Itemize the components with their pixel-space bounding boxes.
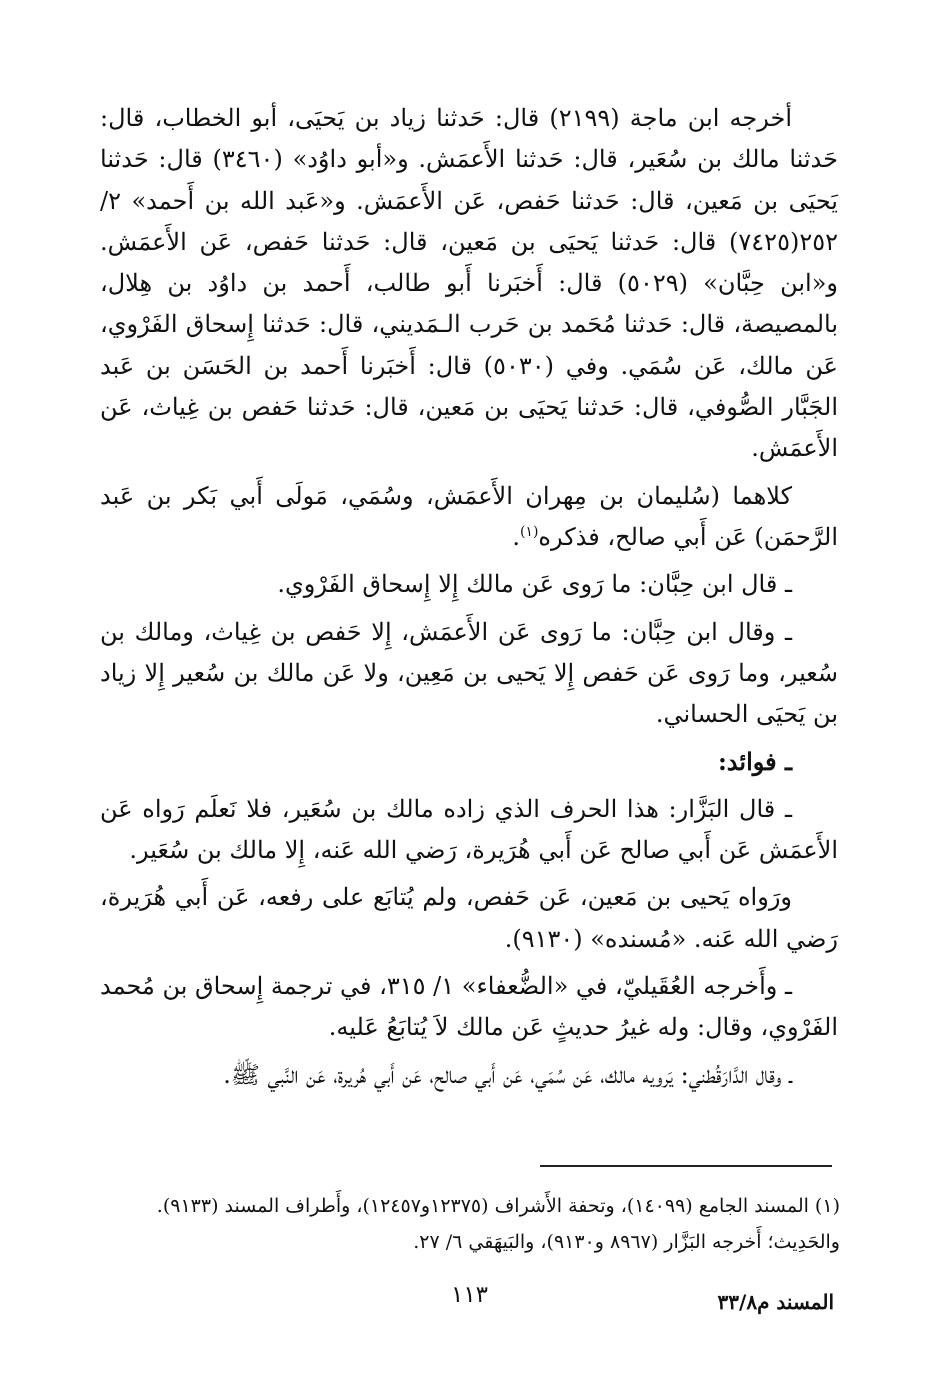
footnotes bbox=[130, 1188, 840, 1260]
footnote-1-continued: والحَدِيث؛ أَخرجه البَزَّار (٨٩٦٧ و٩١٣٠)، والبَيهَقي ٦/ ٢٧. bbox=[413, 1231, 840, 1253]
footnote-divider bbox=[540, 1165, 832, 1167]
page-number: ١١٣ bbox=[450, 1282, 489, 1308]
paragraph-both-text: كلاهما (سُليمان بن مِهران الأَعمَش، وسُمَي، مَولَى أَبي بَكر بن عَبد الرَّحمَن) عَن أَبي صالح، فذكره bbox=[100, 481, 838, 551]
paragraph-ibn-maein: ورَواه يَحيى بن مَعين، عَن حَفص، ولم يُتابَع على رفعه، عَن أَبي هُرَيرة، رَضي الله عَنه. «مُسنده» (٩١٣٠). bbox=[100, 883, 838, 953]
main-text bbox=[100, 98, 838, 1102]
paragraph-takhrij: أخرجه ابن ماجة (٢١٩٩) قال: حَدثنا زياد بن يَحيَى، أبو الخطاب، قال: حَدثنا مالك بن سُعَير، قال: حَدثنا الأَعمَش. و«أبو داوُد» (٣٤٦٠) قال: حَدثنا يَحيَى بن مَعين، قال: حَدثنا حَفص، عَن الأَعمَش. و«عَبد الله بن أَحمد» ٢/ ٢٥٢(٧٤٢٥) قال: حَدثنا يَحيَى بن مَعين، قال: حَدثنا حَفص، عَن الأَعمَش. و«ابن حِبَّان» (٥٠٢٩) قال: أَخبَرنا أَبو طالب، أَحمد بن داوُد بن هِلال، بالمصيصة، قال: حَدثنا مُحَمد بن حَرب الـمَديني، قال: حَدثنا إِسحاق الفَرْوي، عَن مالك، عَن سُمَي. وفي (٥٠٣٠) قال: أَخبَرنا أَحمد بن الحَسَن بن عَبد الجَبَّار الصُّوفي، قال: حَدثنا يَحيَى بن مَعين، قال: حَدثنا حَفص بن غِياث، عَن الأَعمَش. bbox=[100, 104, 838, 463]
footnote-ref[interactable]: (١) bbox=[519, 523, 539, 540]
paragraph-both-end: . bbox=[512, 522, 520, 551]
paragraph-bazzar: ـ قال البَزَّار: هذا الحرف الذي زاده مالك بن سُعَير، فلا نَعلَم رَواه عَن الأَعمَش عَن أَبي صالح عَن أَبي هُرَيرة، رَضي الله عَنه، إِلا مالك بن سُعَير. bbox=[100, 794, 838, 865]
paragraph-uqayli: ـ وأَخرجه العُقَيليّ، في «الضُّعفاء» ١/ ٣١٥، في ترجمة إِسحاق بن مُحمد الفَرْوي، وقال: وله غيرُ حديثٍ عَن مالك لاَ يُتابَعُ عَليه. bbox=[100, 971, 838, 1042]
paragraph-ibn-hibban-2: ـ وقال ابن حِبَّان: ما رَوى عَن الأَعمَش، إِلا حَفص بن غِياث، ومالك بن سُعير، وما رَوى عَن حَفص إِلا يَحيى بن مَعِين، ولا عَن مالك بن سُعير إِلا زياد بن يَحيَى الحساني. bbox=[100, 617, 838, 729]
volume-signature: المسند م٣٣/٨ bbox=[717, 1290, 834, 1314]
paragraph-ibn-hibban-1: ـ قال ابن حِبَّان: ما رَوى عَن مالك إِلا إِسحاق الفَرْوي. bbox=[277, 570, 792, 599]
section-heading-fawaid: ـ فوائد: bbox=[717, 747, 792, 777]
paragraph-both bbox=[100, 476, 838, 559]
footnote-1: (١) المسند الجامع (١٤٠٩٩)، وتحفة الأَشراف (١٢٣٧٥و١٢٤٥٧)، وأَطراف المسند (٩١٣٣). bbox=[156, 1195, 840, 1217]
paragraph-daraqutni: ـ وقال الدَّارَقُطني: يَرويه مالك، عَن سُمَي، عَن أَبي صالح، عَن أَبي هُريرة، عَن النَّبي ﷺ. bbox=[223, 1060, 792, 1089]
